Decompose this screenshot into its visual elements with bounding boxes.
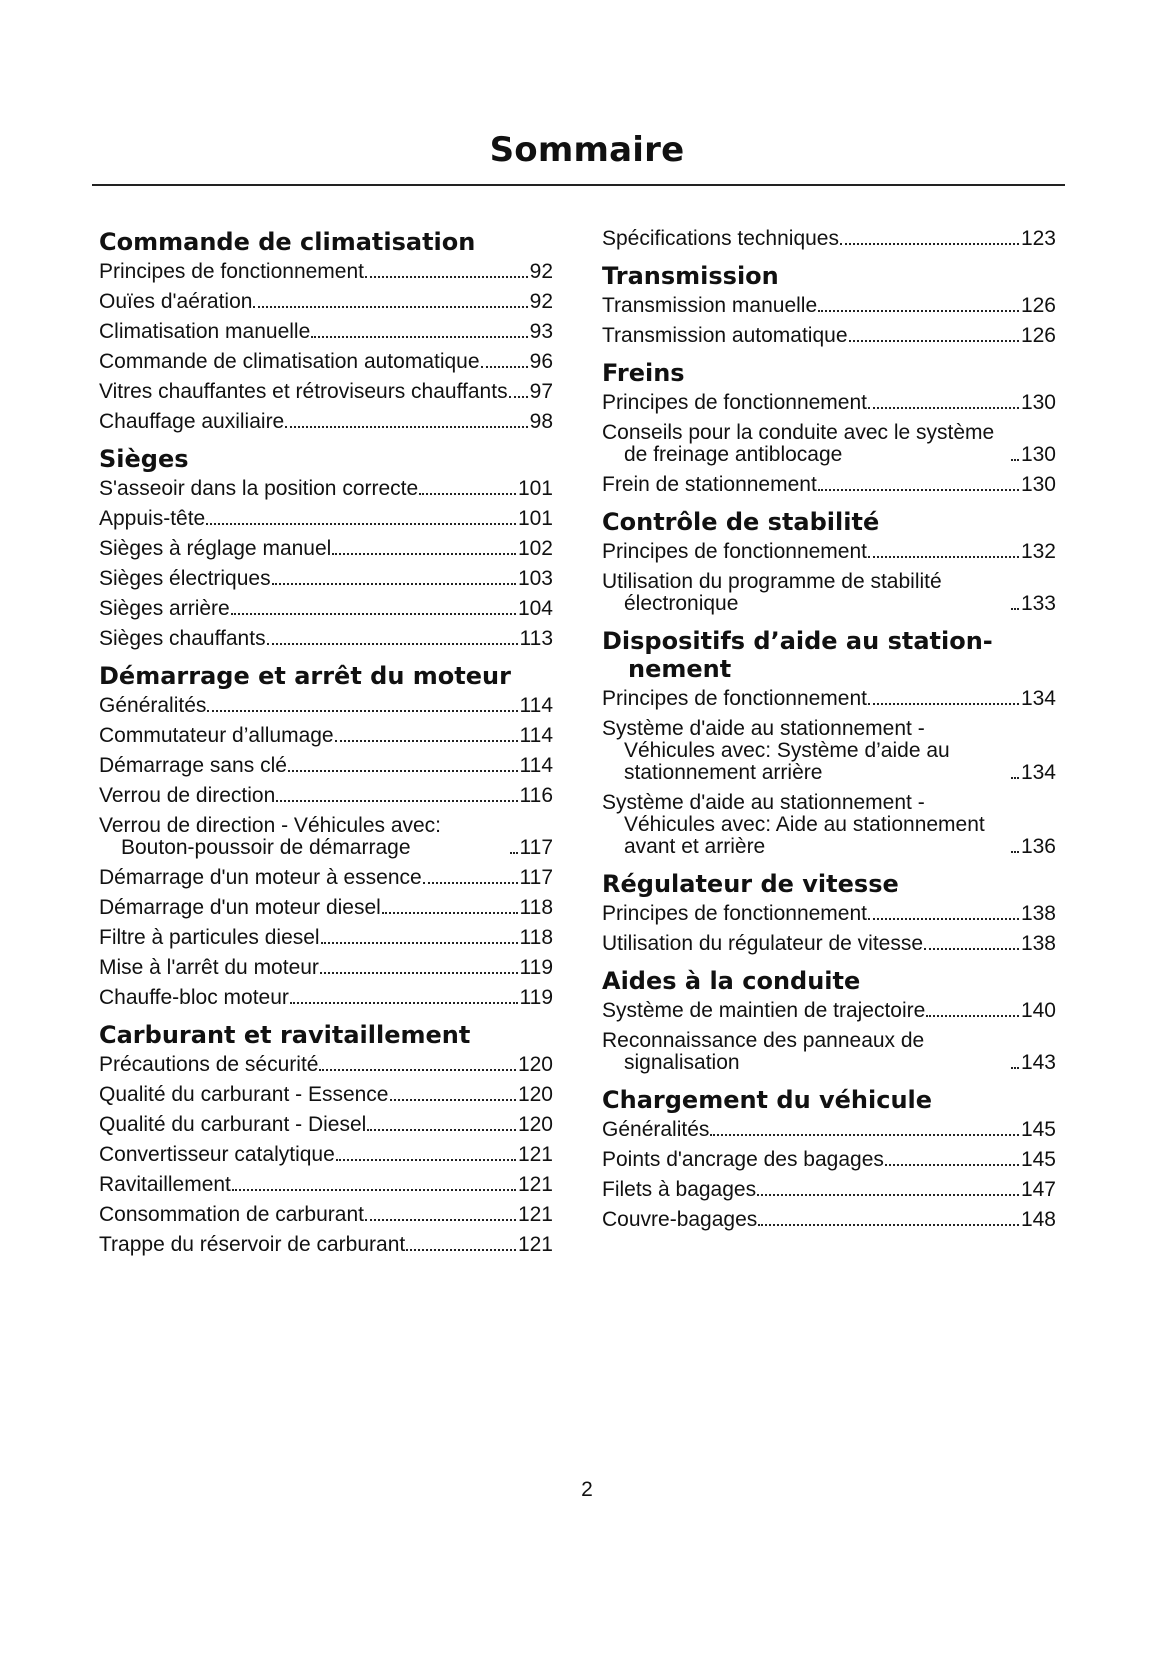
- toc-entry-page: 113: [519, 627, 553, 650]
- toc-entry[interactable]: [602, 688, 1056, 710]
- toc-entry-page: 140: [1020, 999, 1056, 1022]
- dot-leader: [849, 340, 1019, 342]
- toc-entry-page: 145: [1020, 1118, 1056, 1141]
- toc-entry-title: Chauffe-bloc moteur: [99, 986, 289, 1009]
- section-heading: Démarrage et arrêt du moteur: [99, 662, 511, 690]
- dot-leader: [253, 306, 527, 308]
- toc-entry-title: Généralités: [602, 1118, 710, 1141]
- dot-leader: [924, 948, 1019, 950]
- dot-leader: [321, 942, 518, 944]
- toc-entry-title: Filets à bagages: [602, 1178, 757, 1201]
- dot-leader: [332, 553, 516, 555]
- toc-entry-title: Généralités: [99, 694, 207, 717]
- dot-leader: [818, 310, 1019, 312]
- toc-entry-page: 143: [1020, 1051, 1056, 1074]
- toc-entry-page: 118: [519, 926, 553, 949]
- section-heading: Carburant et ravitaillement: [99, 1021, 471, 1049]
- dot-leader: [710, 1134, 1019, 1136]
- toc-entry-page: 104: [517, 597, 553, 620]
- toc-left-column: [99, 228, 553, 1268]
- toc-entry[interactable]: [602, 1209, 1056, 1231]
- toc-entry[interactable]: [602, 1000, 1056, 1022]
- toc-section-commande-de-climatisation: [99, 228, 553, 433]
- toc-entry-title: Démarrage d'un moteur diesel: [99, 896, 381, 919]
- dot-leader: [885, 1164, 1019, 1166]
- toc-entry-page: 117: [519, 836, 553, 859]
- toc-entry-page: 92: [529, 260, 553, 283]
- dot-leader: [423, 882, 518, 884]
- toc-entry[interactable]: [99, 1144, 553, 1166]
- toc-section-demarrage-et-arret-du-moteur: [99, 662, 553, 1009]
- dot-leader: [207, 710, 517, 712]
- toc-entry-title: Principes de fonctionnement: [602, 391, 867, 414]
- dot-leader: [818, 489, 1019, 491]
- toc-entry[interactable]: [99, 725, 553, 747]
- toc-entry-title: Sièges chauffants: [99, 627, 266, 650]
- toc-entry-page: 116: [519, 784, 553, 807]
- dot-leader: [868, 918, 1019, 920]
- toc-entry-page: 130: [1020, 473, 1056, 496]
- toc-entry-title: S'asseoir dans la position correcte: [99, 477, 419, 500]
- toc-entry[interactable]: [602, 1119, 1056, 1141]
- toc-entry[interactable]: [99, 628, 553, 650]
- dot-leader: [758, 1224, 1019, 1226]
- toc-entry-title: Vitres chauffantes et rétroviseurs chauffants: [99, 380, 508, 403]
- toc-entry-page: 119: [519, 956, 553, 979]
- toc-entry[interactable]: [99, 867, 553, 889]
- toc-entry-title: Démarrage sans clé: [99, 754, 287, 777]
- toc-entry[interactable]: [602, 228, 1056, 250]
- dot-leader: [382, 912, 518, 914]
- toc-section: [602, 228, 1056, 250]
- toc-entry-title: Appuis-tête: [99, 507, 206, 530]
- dot-leader: [365, 1219, 516, 1221]
- toc-entry-title: Sièges arrière: [99, 597, 230, 620]
- toc-entry-page: 136: [1020, 835, 1056, 858]
- toc-entry[interactable]: [99, 598, 553, 620]
- toc-entry-title: Frein de stationnement: [602, 473, 817, 496]
- toc-entry[interactable]: [99, 785, 553, 807]
- dot-leader: [267, 643, 518, 645]
- toc-entry[interactable]: [602, 325, 1056, 347]
- toc-entry-page: 130: [1020, 391, 1056, 414]
- dot-leader: [406, 1249, 516, 1251]
- dot-leader: [1011, 608, 1019, 610]
- toc-entry-page: 118: [519, 896, 553, 919]
- toc-entry-page: 121: [517, 1233, 553, 1256]
- toc-entry[interactable]: [99, 508, 553, 530]
- toc-entry-title: Sièges électriques: [99, 567, 271, 590]
- toc-entry-title: Commande de climatisation automatique: [99, 350, 480, 373]
- toc-entry-title: Qualité du carburant - Diesel: [99, 1113, 367, 1136]
- toc-entry-title: Verrou de direction - Véhicules avec: Bouton-poussoir de démarrage: [99, 814, 442, 859]
- dot-leader: [285, 426, 527, 428]
- toc-entry[interactable]: [602, 933, 1056, 955]
- section-heading: Sièges: [99, 445, 189, 473]
- toc-section-sieges: [99, 445, 553, 650]
- toc-entry-page: 114: [519, 694, 553, 717]
- toc-entry[interactable]: [602, 1149, 1056, 1171]
- toc-entry-title: Utilisation du régulateur de vitesse: [602, 932, 924, 955]
- toc-entry-page: 96: [529, 350, 553, 373]
- toc-entry-page: 101: [517, 507, 553, 530]
- page-title: Sommaire: [489, 130, 685, 170]
- dot-leader: [276, 800, 517, 802]
- toc-entry-title: Qualité du carburant - Essence: [99, 1083, 389, 1106]
- toc-entry-page: 97: [529, 380, 553, 403]
- toc-entry-page: 121: [517, 1143, 553, 1166]
- toc-entry[interactable]: [602, 571, 1056, 615]
- dot-leader: [868, 703, 1019, 705]
- toc-entry-page: 114: [519, 724, 553, 747]
- dot-leader: [481, 366, 528, 368]
- dot-leader: [311, 336, 527, 338]
- toc-section-carburant-et-ravitaillement: [99, 1021, 553, 1256]
- toc-entry-title: Chauffage auxiliaire: [99, 410, 285, 433]
- toc-section-chargement-du-vehicule: [602, 1086, 1056, 1231]
- toc-entry-page: 121: [517, 1173, 553, 1196]
- toc-entry[interactable]: [99, 695, 553, 717]
- toc-entry-page: 120: [517, 1083, 553, 1106]
- toc-entry-page: 121: [517, 1203, 553, 1226]
- toc-entry-title: Commutateur d’allumage: [99, 724, 334, 747]
- toc-entry-title: Ravitaillement: [99, 1173, 231, 1196]
- toc-entry[interactable]: [602, 718, 1056, 784]
- toc-entry-page: 92: [529, 290, 553, 313]
- toc-entry-title: Utilisation du programme de stabilité électronique: [602, 570, 942, 615]
- dot-leader: [320, 972, 518, 974]
- toc-entry-title: Transmission automatique: [602, 324, 848, 347]
- toc-entry-title: Verrou de direction: [99, 784, 276, 807]
- toc-entry-page: 126: [1020, 324, 1056, 347]
- toc-entry-title: Couvre-bagages: [602, 1208, 758, 1231]
- toc-entry[interactable]: [99, 1234, 553, 1256]
- dot-leader: [288, 770, 518, 772]
- dot-leader: [1011, 851, 1019, 853]
- toc-entry[interactable]: [99, 351, 553, 373]
- toc-section-dispositifs-d-aide-au-station-nement: [602, 627, 1056, 858]
- toc-entry-page: 132: [1020, 540, 1056, 563]
- toc-entry-page: 101: [517, 477, 553, 500]
- toc-entry[interactable]: [99, 568, 553, 590]
- toc-entry[interactable]: [99, 897, 553, 919]
- dot-leader: [868, 556, 1019, 558]
- toc-entry-page: 130: [1020, 443, 1056, 466]
- toc-entry[interactable]: [99, 1204, 553, 1226]
- toc-entry-title: Principes de fonctionnement: [602, 540, 867, 563]
- dot-leader: [1011, 1067, 1019, 1069]
- toc-entry-title: Transmission manuelle: [602, 294, 818, 317]
- toc-entry[interactable]: [99, 957, 553, 979]
- dot-leader: [868, 407, 1019, 409]
- dot-leader: [509, 396, 528, 398]
- toc-entry-title: Principes de fonctionnement: [99, 260, 364, 283]
- toc-entry[interactable]: [99, 381, 553, 403]
- toc-entry[interactable]: [602, 1030, 1056, 1074]
- toc-entry[interactable]: [99, 755, 553, 777]
- toc-entry[interactable]: [99, 927, 553, 949]
- dot-leader: [336, 1159, 516, 1161]
- toc-entry-title: Points d'ancrage des bagages: [602, 1148, 884, 1171]
- toc-entry-title: Sièges à réglage manuel: [99, 537, 332, 560]
- toc-entry[interactable]: [99, 1054, 553, 1076]
- toc-entry[interactable]: [99, 411, 553, 433]
- toc-entry-title: Mise à l'arrêt du moteur: [99, 956, 319, 979]
- dot-leader: [840, 243, 1019, 245]
- toc-entry-page: 120: [517, 1053, 553, 1076]
- dot-leader: [367, 1129, 516, 1131]
- toc-entry[interactable]: [99, 538, 553, 560]
- toc-entry[interactable]: [602, 1179, 1056, 1201]
- section-heading: Commande de climatisation: [99, 228, 476, 256]
- dot-leader: [206, 523, 516, 525]
- toc-section-freins: [602, 359, 1056, 496]
- section-heading: Régulateur de vitesse: [602, 870, 899, 898]
- toc-entry[interactable]: [99, 1084, 553, 1106]
- toc-entry-title: Conseils pour la conduite avec le système de freinage antiblocage: [602, 421, 995, 466]
- toc-entry-title: Convertisseur catalytique: [99, 1143, 335, 1166]
- section-heading: Transmission: [602, 262, 779, 290]
- dot-leader: [419, 493, 516, 495]
- toc-section-transmission: [602, 262, 1056, 347]
- toc-right-column: [602, 228, 1056, 1243]
- dot-leader: [232, 1189, 516, 1191]
- toc-entry-page: 117: [519, 866, 553, 889]
- toc-entry-page: 147: [1020, 1178, 1056, 1201]
- toc-entry-title: Reconnaissance des panneaux de signalisation: [602, 1029, 925, 1074]
- toc-entry-title: Consommation de carburant: [99, 1203, 364, 1226]
- toc-entry-title: Système d'aide au stationnement - Véhicules avec: Aide au stationnement avant et arrière: [602, 791, 985, 858]
- dot-leader: [272, 583, 516, 585]
- toc-entry-page: 93: [529, 320, 553, 343]
- toc-entry-page: 98: [529, 410, 553, 433]
- toc-entry[interactable]: [602, 541, 1056, 563]
- toc-entry[interactable]: [99, 291, 553, 313]
- toc-entry-page: 134: [1020, 687, 1056, 710]
- toc-entry[interactable]: [602, 295, 1056, 317]
- dot-leader: [1011, 777, 1019, 779]
- page-number: 2: [581, 1478, 593, 1501]
- toc-entry-page: 134: [1020, 761, 1056, 784]
- toc-entry-title: Spécifications techniques: [602, 227, 839, 250]
- toc-entry-title: Principes de fonctionnement: [602, 902, 867, 925]
- toc-entry-page: 148: [1020, 1208, 1056, 1231]
- toc-entry[interactable]: [602, 903, 1056, 925]
- toc-entry-page: 119: [519, 986, 553, 1009]
- dot-leader: [335, 740, 518, 742]
- toc-entry-title: Système de maintien de trajectoire: [602, 999, 926, 1022]
- toc-entry-title: Climatisation manuelle: [99, 320, 311, 343]
- toc-entry-page: 145: [1020, 1148, 1056, 1171]
- dot-leader: [365, 276, 528, 278]
- dot-leader: [926, 1015, 1019, 1017]
- toc-entry-page: 123: [1020, 227, 1056, 250]
- section-heading: Dispositifs d’aide au station-nement: [602, 627, 993, 683]
- toc-entry[interactable]: [99, 1174, 553, 1196]
- dot-leader: [319, 1069, 515, 1071]
- section-heading: Contrôle de stabilité: [602, 508, 880, 536]
- toc-entry-title: Démarrage d'un moteur à essence: [99, 866, 422, 889]
- toc-entry-title: Précautions de sécurité: [99, 1053, 319, 1076]
- toc-entry-page: 102: [517, 537, 553, 560]
- toc-entry-page: 138: [1020, 902, 1056, 925]
- toc-entry[interactable]: [99, 1114, 553, 1136]
- dot-leader: [1011, 459, 1019, 461]
- dot-leader: [757, 1194, 1019, 1196]
- toc-entry[interactable]: [99, 478, 553, 500]
- toc-section-aides-a-la-conduite: [602, 967, 1056, 1074]
- toc-entry[interactable]: [99, 261, 553, 283]
- toc-entry[interactable]: [602, 392, 1056, 414]
- toc-section-controle-de-stabilite: [602, 508, 1056, 615]
- toc-entry[interactable]: [99, 987, 553, 1009]
- section-heading: Freins: [602, 359, 685, 387]
- toc-entry-title: Ouïes d'aération: [99, 290, 253, 313]
- toc-entry-page: 138: [1020, 932, 1056, 955]
- dot-leader: [290, 1002, 518, 1004]
- toc-entry-title: Principes de fonctionnement: [602, 687, 867, 710]
- section-heading: Chargement du véhicule: [602, 1086, 933, 1114]
- toc-entry[interactable]: [99, 321, 553, 343]
- toc-entry[interactable]: [602, 422, 1056, 466]
- toc-entry-page: 114: [519, 754, 553, 777]
- dot-leader: [390, 1099, 516, 1101]
- toc-entry-page: 133: [1020, 592, 1056, 615]
- toc-entry[interactable]: [602, 792, 1056, 858]
- toc-entry[interactable]: [99, 815, 553, 859]
- toc-entry-title: Filtre à particules diesel: [99, 926, 320, 949]
- toc-entry[interactable]: [602, 474, 1056, 496]
- dot-leader: [231, 613, 516, 615]
- toc-entry-title: Trappe du réservoir de carburant: [99, 1233, 406, 1256]
- toc-entry-page: 103: [517, 567, 553, 590]
- toc-entry-page: 120: [517, 1113, 553, 1136]
- toc-entry-page: 126: [1020, 294, 1056, 317]
- toc-section-regulateur-de-vitesse: [602, 870, 1056, 955]
- section-heading: Aides à la conduite: [602, 967, 861, 995]
- title-divider: [92, 184, 1065, 186]
- dot-leader: [510, 852, 518, 854]
- toc-entry-title: Système d'aide au stationnement - Véhicules avec: Système d’aide au stationnement arrière: [602, 717, 950, 784]
